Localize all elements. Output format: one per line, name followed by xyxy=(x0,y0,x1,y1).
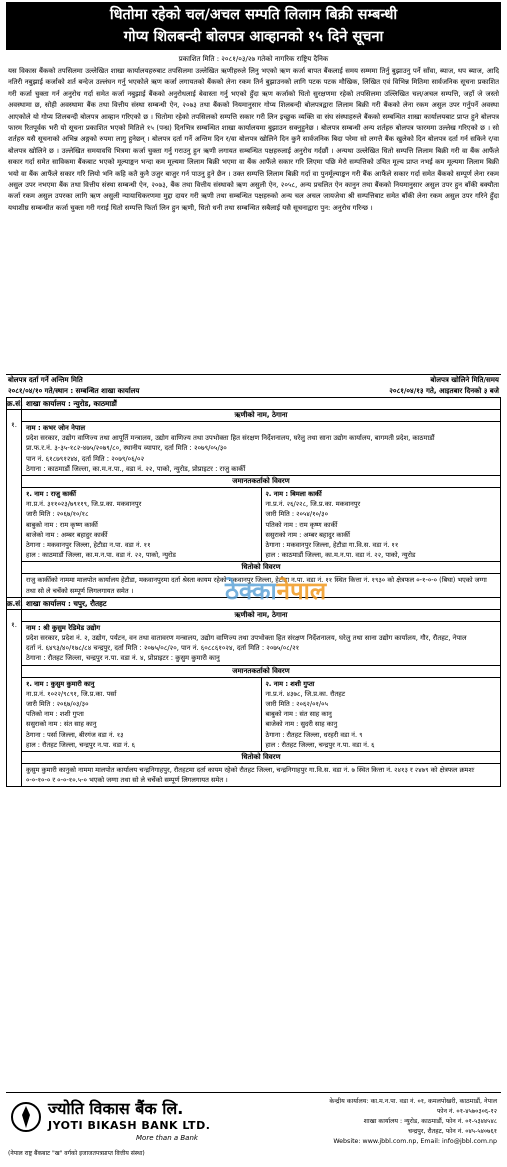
guarantor-detail-line: हाल : रौतहट जिल्ला, चन्द्रपुर न.पा. वडा नं. ६ xyxy=(26,740,136,749)
property-header: धितोको विवरण xyxy=(22,752,500,764)
branch-name: शाखा कार्यालय : न्युरोड, काठमाडौं xyxy=(26,399,117,408)
bank-name-nepali: ज्योति विकास बैंक लि. xyxy=(48,1099,184,1118)
notice-body: यस विकास बैंकको तपसिलमा उल्लेखित शाखा कार्यालयहरुबाट तपसिलमा उल्लेखित ऋणीहरुले लिनु भएको ऋण कर्जा बापत बैंकलाई समय सम्ममा तिर्नु बुझाउनु पर्ने साँवा, ब्याज, थप ब्याज, आदि नतिरी नबुझाई कर्जाको शर्त बन्देज उल्लंघन गर्नु भएकोले ऋण कर्जा लगायतको बैंकको लेना रकम तिर्न बुझाउनको लागि पटक पटक मौखिक, लिखित एवं विभिन्न मितिमा सार्वजनिक सूचना प्रकाशित गरी कर्जा चुक्ता गर्न अनुरोध गर्दा समेत कर्जा नबुझाई बैंकको अनुरोधलाई बेवास्ता गर्नु भएको हुँदा ऋण कर्जाको धितो सुरक्षणमा रहेको तपसिलमा उल्लिखित चल/अचल सम्पत्ति, जहाँ जे जस्तो अवस्थामा छ, सोही अवस्थामा बैंक तथा वित्तीय संस्था सम्बन्धी ऐन, २०७३ तथा बैंकको नियमानुसार गोप्य शिलबन्दी बोलपत्रद्वारा लिलाम बिक्री गरी बैंकको लेना रकम असुल उपर गर्नुपर्ने अवस्था आएकोले यो गोप्य शिलबन्दी बोलपत्र आव्हान गरिएको छ । धितोमा रहेको तपसिलको सम्पत्ति सकार गरी लिन इच्छुक व्यक्ति वा संघ संस्थाहरुले बैंकको सम्बन्धित शाखा कार्यालयबाट प्राप्त हुने बोलपत्र फारम रितपूर्वक भरी यो सूचना प्रकाशित भएको मितिले १५ (पन्ध्र) दिनभित्र सम्बन्धित शाखा कार्यालयमा बुझाउन सक्नुहुनेछ । बोलपत्र सम्बन्धी अन्य शर्तहरु बोलपत्र फारममा उल्लेख गरिएको छ । सो शर्तहरु यसै सूचनाको अभिन्न अङ्गको रुपमा लागु हुनेछन् । बोलपत्र दर्ता गर्ने अन्तिम दिन र/वा बोलपत्र खोलिने दिन कुनै सार्वजनिक बिदा परेमा सो लगत्तै बैंक खुलेको दिन बोलपत्र दर्ता गर्न सकिने र/वा बोलपत्र खोलिने छ । उल्लेखित समयावधि भित्रमा कर्जा चुक्ता गर्नु गराउनु हुन ऋणी लगायत सम्बन्धित पक्षहरुलाई अनुरोध गर्दछौं । अन्यथा उल्लेखित धितो सम्पत्ति लिलाम बिक्री गरी वा बैंक आफैंले सकार गर्दा समेत साविकमा बैंकबाट भएको मूल्याङ्कन भन्दा कम मूल्यमा लिलाम बिक्री भएमा वा बैंक आफैंले सकार गरि लिएमा पछि मेरो सम्पत्तिको उचित मूल्य प्राप्त नभई कम मूल्यमा लिलाम बिक्री भयो वा बैंक आफैंले सकार गरि लियो भनि कहि कतै कुनै उजुर बाजुर गर्न पाउनु हुने छैन । उक्त सम्पत्ति लिलाम बिक्री गर्दा वा पुनर्मूल्याङ्कन गरी बैंक आफैंले सकार गर्दा समेत बैंकको सम्पूर्ण लेना रकम असुल उपर नभएमा बैंक तथा वित्तीय संस्था सम्बन्धी ऐन, २०७३, बैंक तथा वित्तीय संस्थाको ऋण असुली ऐन, २०५८, अन्य प्रचलित ऐन कानुन तथा बैंकको नियमानुसार असुल उपर हुन बाँकी बक्यौता कर्जा रकम असुल उपरका लागि ऋण असुली न्यायाधिकरणमा मुद्दा दायर गरी ऋणी तथा सम्बन्धित पक्षहरुको अन्य चल अचल जायजेथा श्री सम्पत्तिबाट समेत बाँकी लेना रकम असुल उपर गरिने हुँदा यथाशीघ्र सम्बन्धीत कर्जा चुक्ता गरी गराई धितो सम्पत्ति फिर्ता लिन हुन ऋणी, धितो धनी तथा सम्बन्धित सबैलाई यसै सूचनाद्वारा पुन: अनुरोध गरिन्छ । xyxy=(8,67,499,212)
property-header: धितोको विवरण xyxy=(22,562,500,574)
bid-opening-label: बोलपत्र खोलिने मिति/समय xyxy=(430,376,499,384)
contact-info xyxy=(236,1093,501,1163)
guarantor-detail-line: पतिको नाम : राम कृष्ण कार्की xyxy=(265,520,338,529)
title-line-1: धितोमा रहेको चल/अचल सम्पति लिलाम बिक्री सम्बन्धी xyxy=(109,7,398,23)
bid-meta-values xyxy=(6,386,501,398)
guarantor-detail-line: बाजेको नाम : सुदरी साह कानु xyxy=(265,720,338,729)
guarantor-card xyxy=(261,678,501,751)
borrower-content xyxy=(22,410,500,597)
guarantor-detail-line: पतिको नाम : शशी गुप्ता xyxy=(26,710,84,719)
guarantor-detail-line: बाबुको नाम : संत साह कानु xyxy=(265,710,332,719)
serial-label: क्र.सं. xyxy=(7,598,23,608)
bank-license-note: (नेपाल राष्ट्र बैंकबाट "ख" वर्गको इजाजतपत्रप्राप्त वित्तीय संस्था) xyxy=(8,1150,145,1157)
guarantor-name: १. नाम : कुसुम कुमारी कानु xyxy=(26,679,95,688)
footer xyxy=(6,1092,501,1163)
guarantor-detail-line: हाल : काठमाडौं जिल्ला, का.म.न.पा. वडा नं. २२, पाको, न्युरोड xyxy=(26,551,176,560)
borrower-content xyxy=(22,610,500,787)
bid-deadline-label: बोलपत्र दर्ता गर्ने अन्तिम मिति xyxy=(8,376,83,384)
borrower-header: ऋणीको नाम, ठेगाना xyxy=(22,410,500,422)
notice-page xyxy=(0,2,507,1167)
website-email-line: Website: www.jbbl.com.np, Email: info@jbbl.com.np xyxy=(333,1138,497,1145)
bid-deadline-value: २०८१/०४/१० गते/स्थान : सम्बन्धित शाखा कार्यालय xyxy=(8,387,140,395)
guarantor-detail-line: ठेगाना : मकवानपुर जिल्ला, हेटौडा गा.वि.स. वडा नं. ११ xyxy=(265,541,399,550)
guarantor-detail-line: जारी मिति : २०६२/०१/०५ xyxy=(265,700,329,709)
borrower-details xyxy=(22,422,500,476)
bid-meta-labels xyxy=(6,374,501,386)
borrower-block xyxy=(6,610,501,788)
guarantor-detail-line: ठेगाना : रौतहट जिल्ला, धरहरी वडा नं. ९ xyxy=(265,730,363,739)
notice-title xyxy=(6,2,501,50)
contact-line: केन्द्रीय कार्यालय: का.म.न.पा. वडा नं. ०१, कमलपोखरी, काठमाडौं, नेपाल xyxy=(329,1098,497,1105)
row-number-col xyxy=(7,410,22,597)
row-number: १. xyxy=(11,620,17,629)
property-description: राजु कार्कीको नाममा मालपोत कार्यालय हेटौडा, मकवानपुरमा दर्ता श्रेस्ता कायम रहेको मकवानपुर जिल्ला, हेटौडा न.पा. वडा नं. ११ स्थित कित्ता नं. १९३० को क्षेत्रफल ०-१-०-० (बिघा) भएको जग्गा तथा सो ले चर्चेको सम्पूर्ण लिगलगायत समेत । xyxy=(26,576,487,595)
guarantor-detail-line: ना.प्र.नं. १०२२/९८९१, जि.प्र.का. पर्सा xyxy=(26,689,117,698)
guarantor-detail-line: ठेगाना : मकवानपुर जिल्ला, हेटौडा न.पा. वडा नं. ११ xyxy=(26,541,151,550)
borrower-name: नाम : कभर जोन नेपाल xyxy=(26,424,86,432)
bank-name-english: JYOTI BIKASH BANK LTD. xyxy=(48,1119,211,1132)
guarantor-detail-line: जारी मिति : २०६७/०३/३० xyxy=(26,700,89,709)
row-number-col xyxy=(7,610,22,787)
guarantor-card xyxy=(22,488,261,561)
guarantor-name: २. नाम : बिमला कार्की xyxy=(265,490,322,499)
guarantor-detail-line: हाल : रौतहट जिल्ला, चन्द्रपुर न.पा. वडा नं. ६ xyxy=(265,740,375,749)
contact-line: फोन नं. ०१-४५७०३०६-१२ xyxy=(436,1108,497,1115)
guarantor-detail-line: ससुराको नाम : अम्बर बहादुर कार्की xyxy=(265,530,350,539)
bid-opening-value: २०८१/०४/१३ गते, आइतबार दिनको ३ बजे xyxy=(389,387,499,395)
contact-line: शाखा कार्यालय : न्युरोड, काठमाडौं, फोन नं. ०१-५३४४५४८ xyxy=(363,1118,497,1125)
guarantor-detail-line: बाबुको नाम : राम कृष्ण कार्की xyxy=(26,520,98,529)
branch-header xyxy=(6,398,501,410)
guarantor-header: जमानतकर्ताको विवरण xyxy=(22,476,500,488)
borrower-detail-line: ठेगाना : रौतहट जिल्ला, चन्द्रपुर न.पा. वडा नं. ४, प्रोप्राइटर : कुसुम कुमारी कानु xyxy=(26,654,220,663)
title-line-2: गोप्य शिलबन्दी बोलपत्र आव्हानको १५ दिने सूचना xyxy=(123,29,384,45)
bank-tagline: More than a Bank xyxy=(136,1134,198,1142)
guarantor-columns xyxy=(22,488,500,562)
guarantor-columns xyxy=(22,678,500,752)
borrower-details xyxy=(22,622,500,666)
borrower-detail-line: प्रा.फ.र.नं. ३-३५-१८२-४७५/२०७९/८०, स्थानीय व्यापार, दर्ता मिति : २०७९/०५/३० xyxy=(26,444,227,453)
borrower-block xyxy=(6,410,501,598)
contact-line: चन्द्रपुर, रौतहट, फोन नं. ०४५-५४०७६१ xyxy=(408,1128,497,1135)
borrower-detail-line: प्रदेश सरकार, प्रदेश नं. २, उद्योग, पर्यटन, वन तथा वातावरण मन्त्रालय, उद्योग वाणिज्य तथा उपभोक्ता हित संरक्षण निर्देशनालय, घरेलु तथा साना उद्योग कार्यालय, गौर, रौतहट, नेपाल xyxy=(26,634,467,643)
guarantor-detail-line: जारी मिति : २०६७/१०/१८ xyxy=(26,510,89,519)
guarantor-header: जमानतकर्ताको विवरण xyxy=(22,666,500,678)
borrower-header: ऋणीको नाम, ठेगाना xyxy=(22,610,500,622)
property-description: कुसुम कुमारी कानुको नाममा मालपोत कार्यालय चन्द्रनिगाहपुर, रौतहटमा दर्ता कायम रहेको रौतहट जिल्ला, चन्द्रनिगाहपुर गा.वि.स. वडा नं. ७ स्थित कित्ता नं. २४१३ र २४७९ को क्षेत्रफल क्रमशः ०-०-१०-० र ०-०-१०.५-० भएको जग्गा तथा सो ले चर्चेको सम्पूर्ण लिगलगायत समेत । xyxy=(26,766,475,785)
watermark-part-2: नेपाल xyxy=(276,577,327,605)
guarantor-detail-line: ससुराको नाम : संत साह कानु xyxy=(26,720,97,729)
branch-name: शाखा कार्यालय : चपुर, रौतहट xyxy=(26,598,107,608)
borrower-detail-line: प्रदेश सरकार, उद्योग वाणिज्य तथा आपूर्ति मन्त्रालय, उद्योग वाणिज्य तथा उपभोक्ता हित संरक्षण निर्देशनालय, घरेलु तथा साना उद्योग कार्यालय, बागमती प्रदेश, काठमाडौं xyxy=(26,434,435,443)
guarantor-name: १. नाम : राजु कार्की xyxy=(26,490,76,499)
watermark-logo xyxy=(225,574,326,607)
guarantor-detail-line: ना.प्र.नं. ३११०२३/७९११९, जि.प्र.का. मकवानपुर xyxy=(26,500,142,509)
guarantor-detail-line: ना.प्र.नं. २६/२२८, जि.प्र.का. मकवानपुर xyxy=(265,500,361,509)
bank-emblem-icon xyxy=(10,1101,42,1133)
guarantor-detail-line: हाल : काठमाडौं जिल्ला, का.म.न.पा. वडा नं. २२, पाको, न्युरोड xyxy=(265,551,416,560)
borrower-name: नाम : श्री कुसुम रेडिमेड उद्योग xyxy=(26,623,101,632)
guarantor-card xyxy=(261,488,501,561)
bank-logo-block xyxy=(6,1093,236,1163)
branch-section xyxy=(6,398,501,598)
guarantor-detail-line: जारी मिति : २०५४/१०/३० xyxy=(265,510,329,519)
borrower-detail-line: पान नं. ६१८७९१२४४, दर्ता मिति : २०७९/०६/०२ xyxy=(26,454,145,463)
guarantor-name: २. नाम : शशी गुप्ता xyxy=(265,679,315,688)
borrower-detail-line: दर्ता नं. ६४९३/४०/१७८/८४ चन्द्रपुर, दर्ता मिति : २०७५/०८/२०, पान नं. ६०८८६१०२४, दर्ता मिति : २०७५/०८/२१ xyxy=(26,644,300,653)
serial-label: क्र.सं. xyxy=(7,399,23,408)
guarantor-detail-line: बाजेको नाम : अम्बर बहादुर कार्की xyxy=(26,530,108,539)
guarantor-detail-line: ना.प्र.नं. ४३७८, जि.प्र.का. रौतहट xyxy=(265,689,346,698)
branch-section xyxy=(6,598,501,788)
watermark-part-1: ठेक्का xyxy=(225,577,277,605)
publish-date: प्रकाशित मिति : २०८१/०३/२७ गतेको नागरिक राष्ट्रिय दैनिक xyxy=(178,55,329,63)
guarantor-detail-line: ठेगाना : पर्सा जिल्ला, बीरगंज वडा नं. १३ xyxy=(26,730,124,739)
guarantor-card xyxy=(22,678,261,751)
borrower-detail-line: ठेगाना : काठमाडौं जिल्ला, का.म.न.पा., वडा नं. २२, पाको, न्युरोड, प्रोप्राइटर : राजु कार्की xyxy=(26,464,246,473)
row-number: १. xyxy=(11,421,17,429)
